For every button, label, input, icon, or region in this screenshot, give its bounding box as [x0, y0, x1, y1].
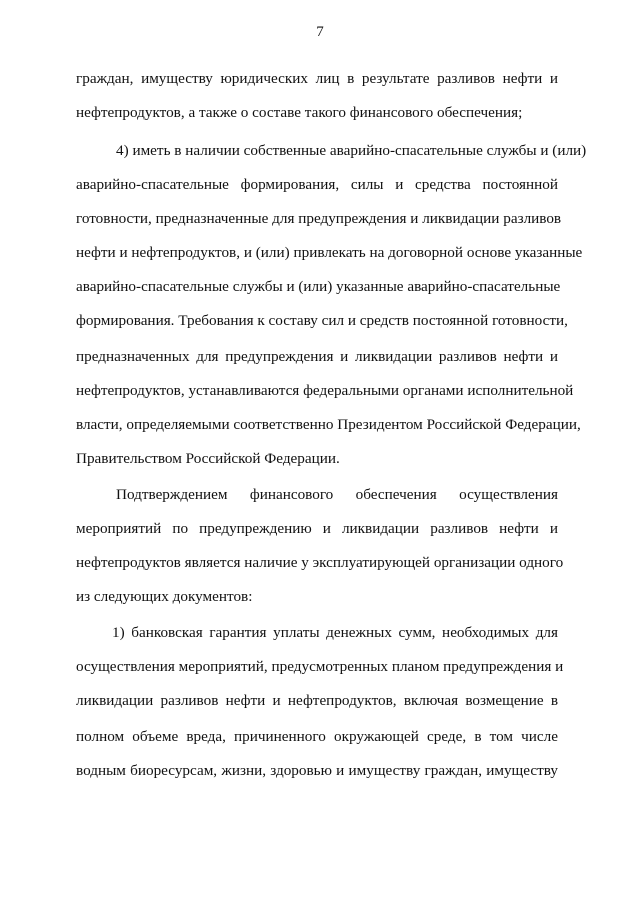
text-line: 1) банковская гарантия уплаты денежных сумм, необходимых для [112, 624, 558, 641]
text-line: нефтепродуктов, а также о составе такого финансового обеспечения; [76, 104, 523, 121]
text-line: власти, определяемыми соответственно Президентом Российской Федерации, [76, 416, 581, 433]
text-line: нефти и нефтепродуктов, и (или) привлекать на договорной основе указанные [76, 244, 583, 261]
text-line: нефтепродуктов, устанавливаются федеральными органами исполнительной [76, 382, 574, 399]
text-line: формирования. Требования к составу сил и средств постоянной готовности, [76, 312, 568, 329]
text-line: осуществления мероприятий, предусмотренных планом предупреждения и [76, 658, 564, 675]
text-line: мероприятий по предупреждению и ликвидации разливов нефти и [76, 520, 558, 537]
text-line: нефтепродуктов является наличие у эксплуатирующей организации одного [76, 554, 564, 571]
text-line: аварийно-спасательные службы и (или) указанные аварийно-спасательные [76, 278, 561, 295]
text-line: граждан, имуществу юридических лиц в результате разливов нефти и [76, 70, 558, 87]
text-line: готовности, предназначенные для предупреждения и ликвидации разливов [76, 210, 562, 227]
text-line: водным биоресурсам, жизни, здоровью и имуществу граждан, имуществу [76, 762, 558, 779]
text-line: полном объеме вреда, причиненного окружающей среде, в том числе [76, 728, 558, 745]
text-line: Правительством Российской Федерации. [76, 450, 340, 467]
text-line: 4) иметь в наличии собственные аварийно-спасательные службы и (или) [116, 142, 587, 159]
text-line: из следующих документов: [76, 588, 253, 605]
text-line: Подтверждением финансового обеспечения осуществления [116, 486, 558, 503]
text-line: предназначенных для предупреждения и ликвидации разливов нефти и [76, 348, 558, 365]
page-number: 7 [316, 24, 324, 40]
text-line: ликвидации разливов нефти и нефтепродуктов, включая возмещение в [76, 692, 558, 709]
text-line: аварийно-спасательные формирования, силы и средства постоянной [76, 176, 558, 193]
